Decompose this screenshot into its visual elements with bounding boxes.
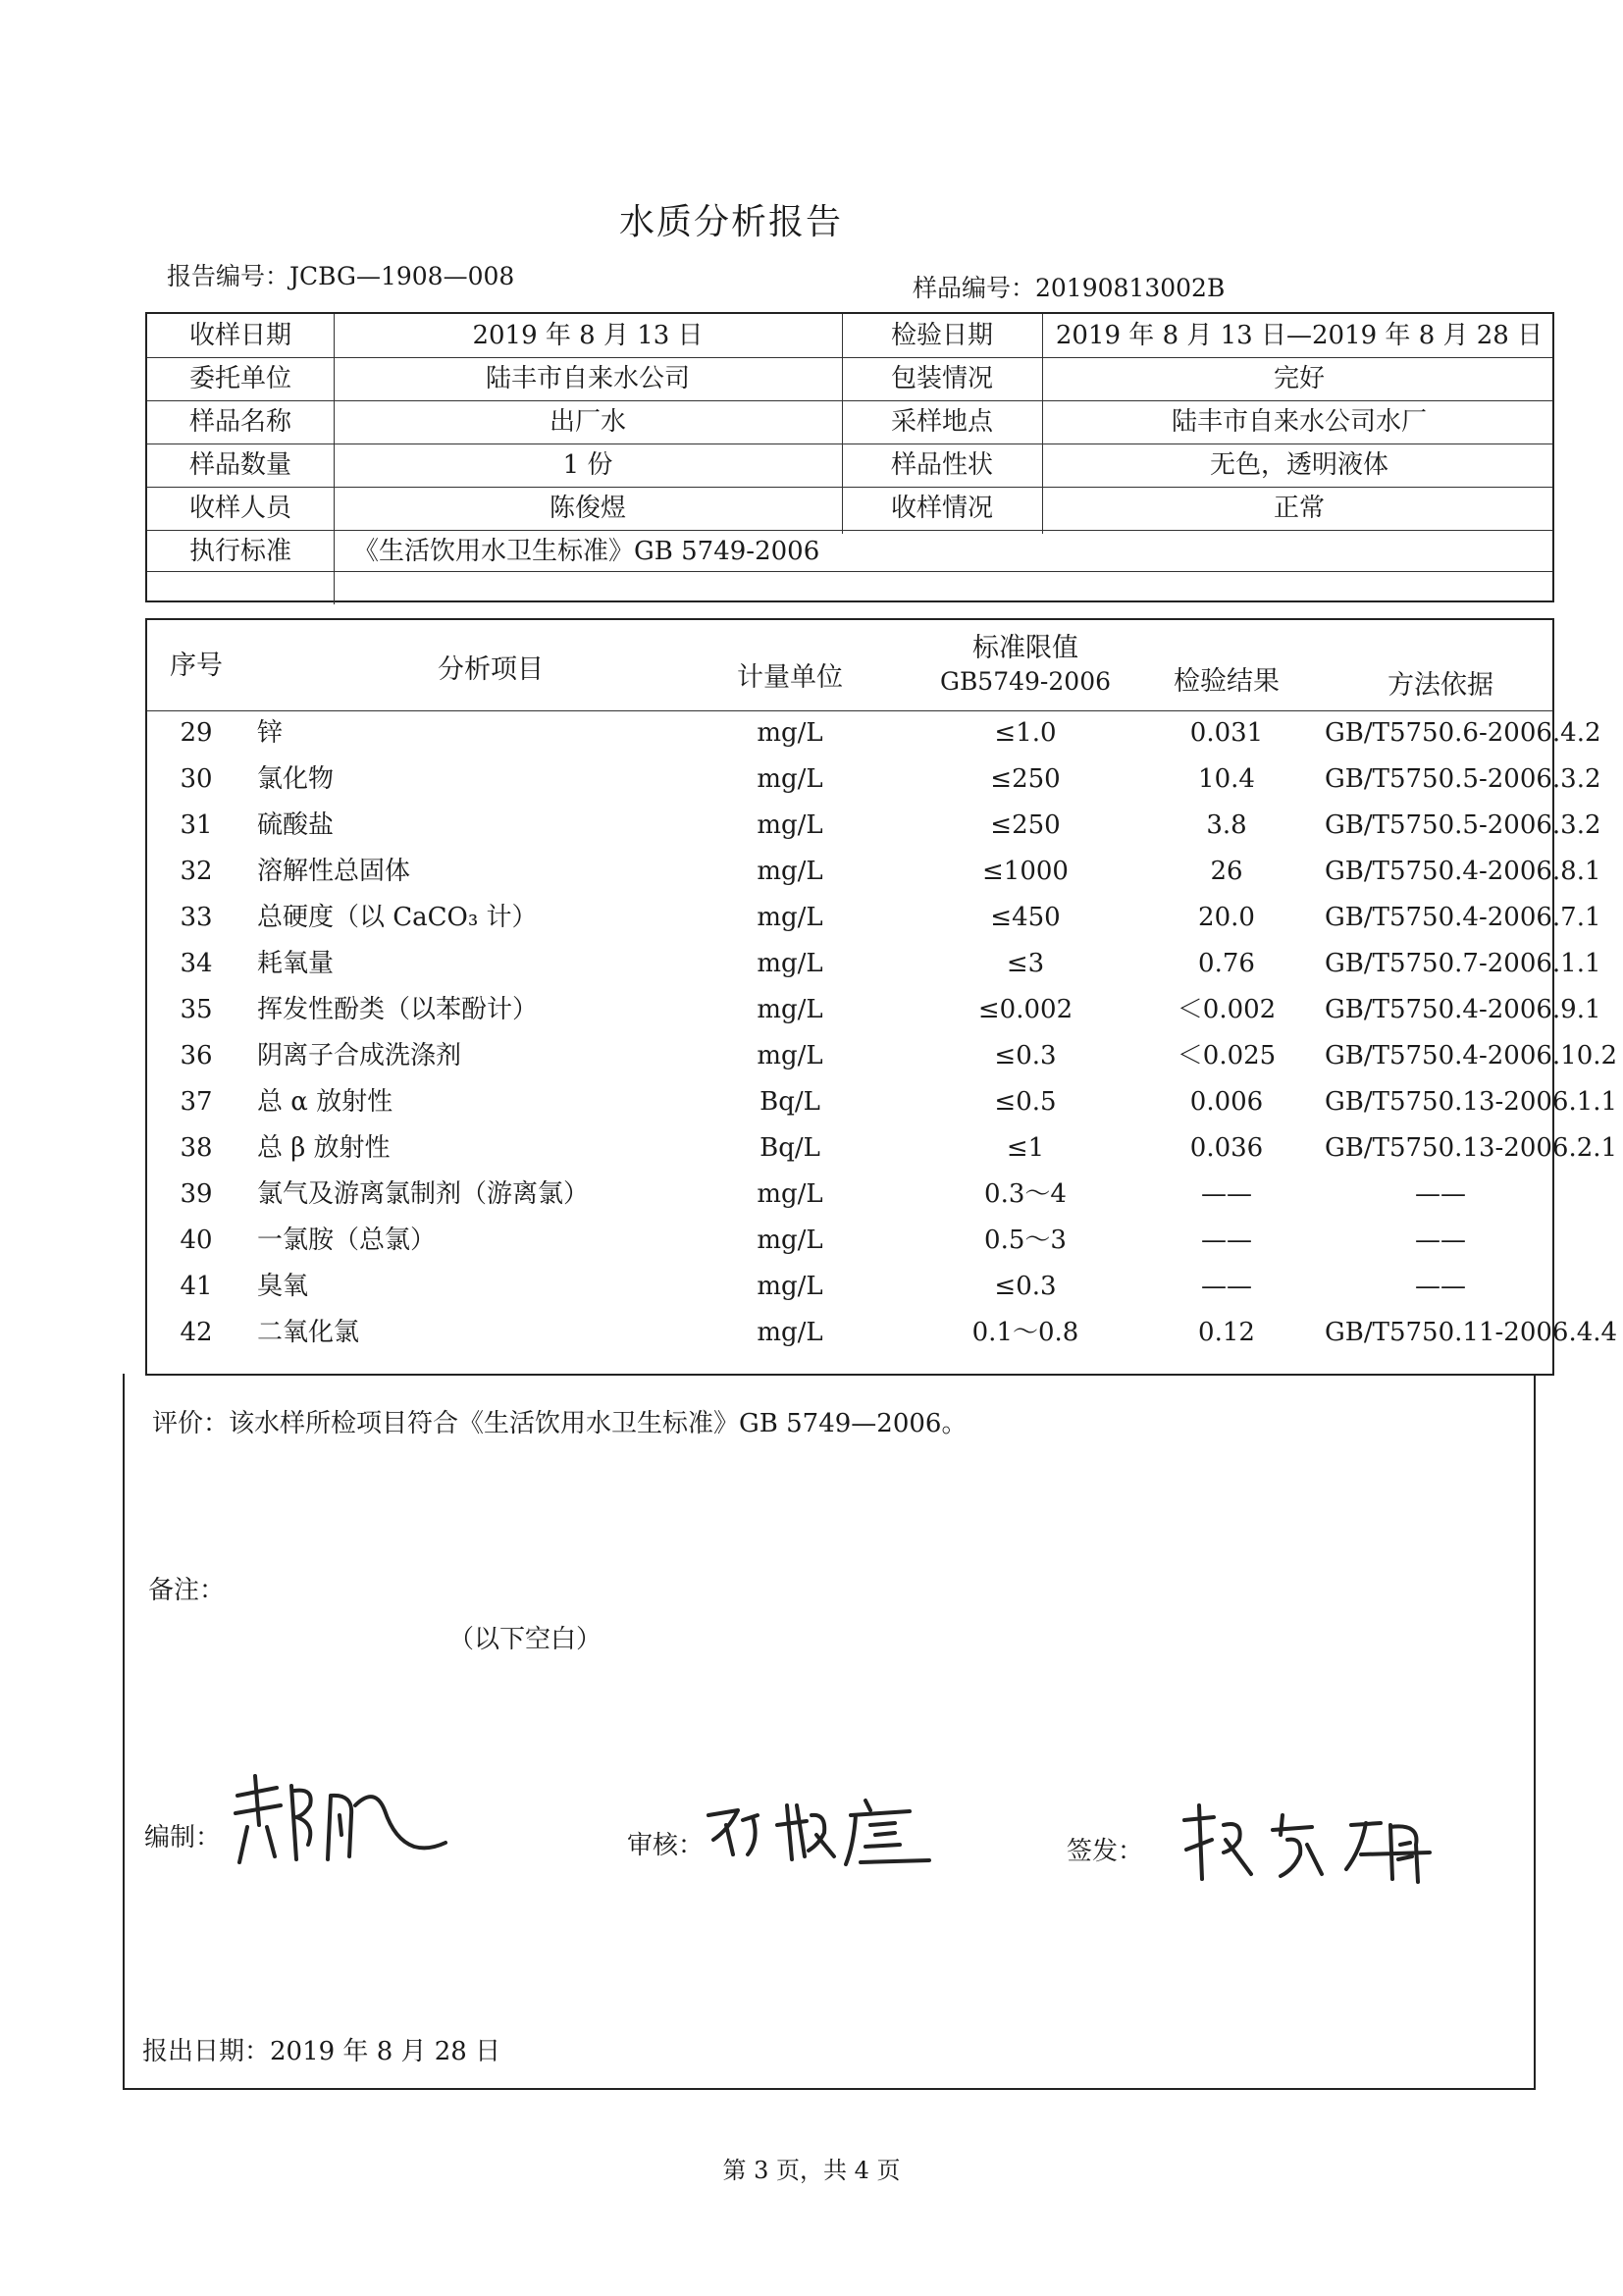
row-number: 37 <box>180 1087 213 1117</box>
table-row <box>147 1172 1552 1218</box>
standard-limit: ≤1 <box>1006 1133 1045 1163</box>
analysis-item: 耗氧量 <box>257 949 335 978</box>
info-value: 无色，透明液体 <box>1209 450 1388 480</box>
test-result: 26 <box>1210 857 1243 886</box>
standard-limit: ≤0.3 <box>994 1041 1057 1070</box>
info-value: 2019 年 8 月 13 日 <box>472 321 704 350</box>
unit: mg/L <box>757 995 823 1024</box>
test-result: ＜0.025 <box>1177 1041 1277 1070</box>
analysis-item: 氯气及游离氯制剂（游离氯） <box>257 1179 590 1209</box>
evaluation-box <box>123 1374 1536 2090</box>
table-row <box>147 1218 1552 1264</box>
standard-limit: ≤1.0 <box>994 718 1057 748</box>
test-result: 0.036 <box>1189 1133 1264 1163</box>
method-basis: GB/T5750.4-2006.8.1 <box>1325 857 1601 886</box>
table-row <box>147 1310 1618 1356</box>
reviewer-signature <box>699 1786 954 1874</box>
unit: mg/L <box>757 1226 823 1255</box>
info-label: 委托单位 <box>188 364 291 393</box>
analysis-item: 挥发性酚类（以苯酚计） <box>257 995 539 1024</box>
info-label: 样品数量 <box>188 450 291 480</box>
table-row <box>147 1125 1618 1172</box>
info-value: 正常 <box>1273 494 1325 523</box>
info-row <box>147 357 1552 400</box>
unit: Bq/L <box>759 1133 820 1163</box>
unit: mg/L <box>757 810 823 840</box>
results-table <box>145 618 1618 1376</box>
standard-limit: ≤0.3 <box>994 1272 1057 1301</box>
issuer-signature <box>1165 1796 1459 1894</box>
row-number: 33 <box>180 903 213 932</box>
standard-value: 《生活饮用水卫生标准》GB 5749-2006 <box>353 537 820 566</box>
method-basis: GB/T5750.13-2006.2.1 <box>1325 1133 1618 1163</box>
method-basis: GB/T5750.4-2006.7.1 <box>1325 903 1601 932</box>
method-basis: —— <box>1415 1179 1466 1209</box>
info-value: 出厂水 <box>549 407 626 437</box>
unit: mg/L <box>757 903 823 932</box>
table-row <box>147 1033 1618 1079</box>
info-label: 采样地点 <box>890 407 993 437</box>
header-limit-std: GB5749-2006 <box>939 667 1112 696</box>
method-basis: GB/T5750.5-2006.3.2 <box>1325 810 1601 840</box>
table-row <box>147 710 1601 757</box>
row-number: 42 <box>180 1318 213 1347</box>
test-result: 20.0 <box>1198 903 1255 932</box>
compiler-signature <box>218 1766 453 1874</box>
row-number: 31 <box>180 810 213 840</box>
analysis-item: 硫酸盐 <box>257 810 335 840</box>
standard-limit: 0.5～3 <box>984 1226 1067 1255</box>
test-result: —— <box>1201 1226 1252 1255</box>
table-row <box>147 803 1601 849</box>
info-value: 完好 <box>1273 364 1325 393</box>
info-row <box>147 400 1552 444</box>
row-number: 35 <box>180 995 213 1024</box>
table-row <box>147 1079 1618 1125</box>
info-row <box>147 487 1552 530</box>
analysis-item: 氯化物 <box>257 764 335 794</box>
header-result: 检验结果 <box>1174 666 1280 697</box>
table-row <box>147 987 1601 1033</box>
row-number: 38 <box>180 1133 213 1163</box>
info-value: 陈俊煜 <box>549 494 626 523</box>
unit: Bq/L <box>759 1087 820 1117</box>
compiler-label: 编制： <box>144 1823 222 1852</box>
standard-label: 执行标准 <box>188 537 291 566</box>
row-number: 36 <box>180 1041 213 1070</box>
analysis-item: 溶解性总固体 <box>257 857 411 886</box>
test-result: —— <box>1201 1179 1252 1209</box>
analysis-item: 锌 <box>257 718 284 748</box>
test-result: —— <box>1201 1272 1252 1301</box>
table-row <box>147 849 1601 895</box>
test-result: 0.031 <box>1189 718 1264 748</box>
row-number: 32 <box>180 857 213 886</box>
unit: mg/L <box>757 1179 823 1209</box>
unit: mg/L <box>757 718 823 748</box>
info-label: 检验日期 <box>890 321 993 350</box>
standard-limit: ≤0.5 <box>994 1087 1057 1117</box>
standard-limit: 0.1～0.8 <box>971 1318 1079 1347</box>
test-result: 10.4 <box>1198 764 1255 794</box>
info-label: 收样人员 <box>188 494 291 523</box>
page-footer: 第 3 页，共 4 页 <box>722 2157 901 2184</box>
analysis-item: 阴离子合成洗涤剂 <box>257 1041 462 1070</box>
method-basis: GB/T5750.13-2006.1.1 <box>1325 1087 1618 1117</box>
analysis-item: 臭氧 <box>257 1272 309 1301</box>
unit: mg/L <box>757 1272 823 1301</box>
row-number: 29 <box>180 718 213 748</box>
table-row <box>147 1264 1552 1310</box>
method-basis: —— <box>1415 1226 1466 1255</box>
analysis-item: 二氧化氯 <box>257 1318 360 1347</box>
table-row <box>147 941 1601 987</box>
analysis-item: 总 β 放射性 <box>257 1133 391 1163</box>
sample-number: 样品编号：20190813002B <box>913 274 1226 302</box>
row-number: 40 <box>180 1226 213 1255</box>
standard-limit: ≤450 <box>990 903 1061 932</box>
report-title: 水质分析报告 <box>618 202 843 242</box>
unit: mg/L <box>757 949 823 978</box>
row-number: 34 <box>180 949 213 978</box>
row-number: 30 <box>180 764 213 794</box>
info-value: 2019 年 8 月 13 日—2019 年 8 月 28 日 <box>1055 321 1544 350</box>
info-value: 陆丰市自来水公司 <box>485 364 690 393</box>
test-result: 3.8 <box>1206 810 1247 840</box>
method-basis: GB/T5750.4-2006.9.1 <box>1325 995 1601 1024</box>
row-number: 41 <box>180 1272 213 1301</box>
method-basis: GB/T5750.6-2006.4.2 <box>1325 718 1601 748</box>
info-value: 1 份 <box>562 450 613 480</box>
info-label: 包装情况 <box>890 364 993 393</box>
standard-limit: ≤1000 <box>982 857 1069 886</box>
row-number: 39 <box>180 1179 213 1209</box>
remarks-label: 备注： <box>148 1576 226 1605</box>
evaluation-text: 评价：该水样所检项目符合《生活饮用水卫生标准》GB 5749—2006。 <box>152 1409 968 1438</box>
reviewer-label: 审核： <box>627 1831 705 1860</box>
report-date: 报出日期：2019 年 8 月 28 日 <box>142 2037 501 2066</box>
info-label: 样品名称 <box>188 407 291 437</box>
table-row <box>147 757 1601 803</box>
info-label: 收样情况 <box>890 494 993 523</box>
issuer-label: 签发： <box>1067 1837 1144 1866</box>
standard-limit: ≤0.002 <box>977 995 1073 1024</box>
method-basis: GB/T5750.5-2006.3.2 <box>1325 764 1601 794</box>
header-method: 方法依据 <box>1387 670 1493 701</box>
info-row <box>147 444 1552 487</box>
blank-note: （以下空白） <box>448 1625 602 1654</box>
method-basis: GB/T5750.4-2006.10.2 <box>1325 1041 1618 1070</box>
unit: mg/L <box>757 1041 823 1070</box>
test-result: 0.76 <box>1198 949 1255 978</box>
standard-limit: ≤250 <box>990 764 1061 794</box>
standard-limit: 0.3～4 <box>984 1179 1067 1209</box>
analysis-item: 总 α 放射性 <box>257 1087 393 1117</box>
table-row <box>147 895 1601 941</box>
analysis-item: 总硬度（以 CaCO₃ 计） <box>257 903 538 932</box>
header-no: 序号 <box>170 651 223 681</box>
standard-limit: ≤3 <box>1006 949 1045 978</box>
unit: mg/L <box>757 764 823 794</box>
info-label: 样品性状 <box>890 450 993 480</box>
standard-limit: ≤250 <box>990 810 1061 840</box>
header-limit: 标准限值 <box>972 633 1078 663</box>
header-unit: 计量单位 <box>737 662 843 693</box>
test-result: 0.12 <box>1198 1318 1255 1347</box>
info-value: 陆丰市自来水公司水厂 <box>1171 407 1427 437</box>
info-row <box>147 314 1552 357</box>
method-basis: GB/T5750.11-2006.4.4 <box>1325 1318 1618 1347</box>
test-result: ＜0.002 <box>1177 995 1277 1024</box>
analysis-item: 一氯胺（总氯） <box>257 1226 437 1255</box>
header-item: 分析项目 <box>438 654 544 685</box>
info-label: 收样日期 <box>188 321 291 350</box>
method-basis: GB/T5750.7-2006.1.1 <box>1325 949 1601 978</box>
test-result: 0.006 <box>1189 1087 1264 1117</box>
sample-info-table <box>145 312 1554 602</box>
report-number: 报告编号：JCBG—1908—008 <box>167 262 515 290</box>
method-basis: —— <box>1415 1272 1466 1301</box>
unit: mg/L <box>757 857 823 886</box>
unit: mg/L <box>757 1318 823 1347</box>
info-row-standard <box>147 530 1552 573</box>
